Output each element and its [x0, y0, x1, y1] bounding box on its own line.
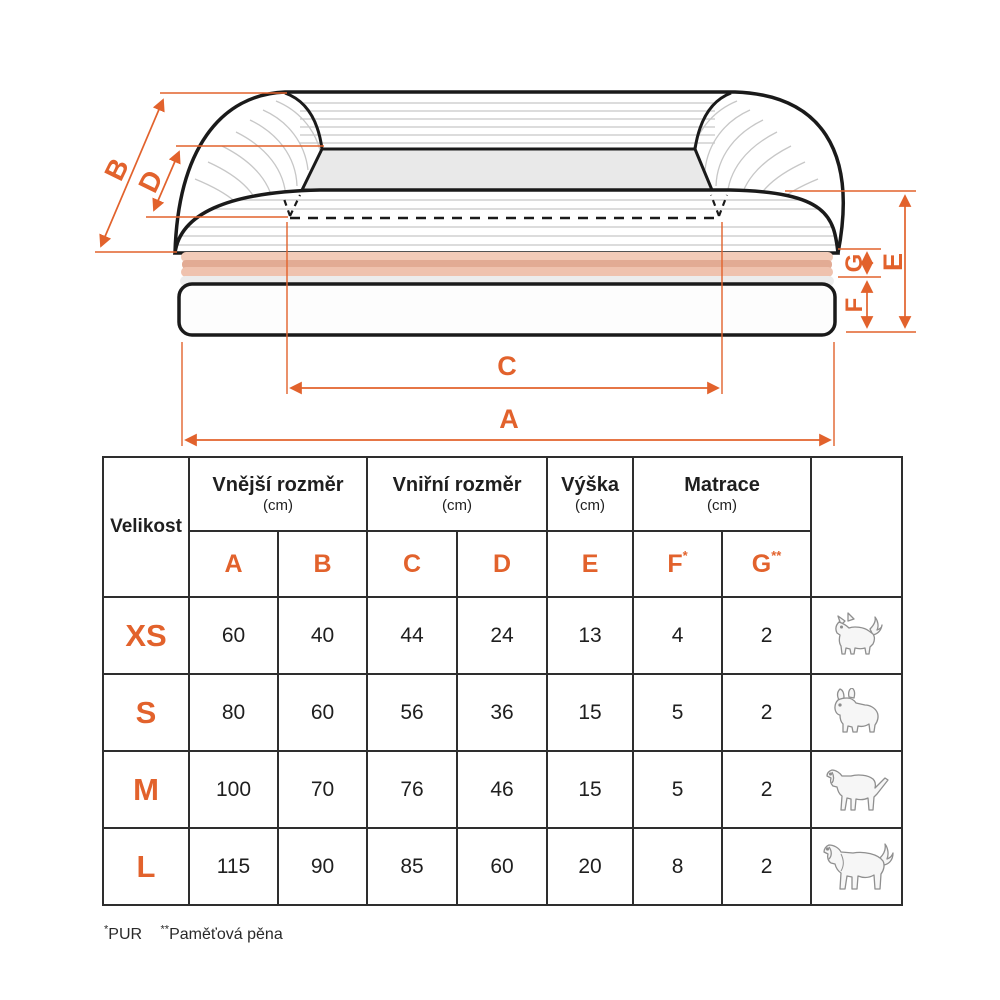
- letter-a: [189, 531, 278, 597]
- size-table: [102, 456, 903, 906]
- size-label-s: S: [103, 674, 189, 751]
- front-bolster: [175, 190, 838, 253]
- cell-s-c: 56: [367, 674, 457, 751]
- cell-s-e: 15: [547, 674, 633, 751]
- letter-b-text: B: [313, 549, 332, 578]
- cell-m-c: 76: [367, 751, 457, 828]
- header-mattress: [633, 457, 811, 531]
- cell-l-d: 60: [457, 828, 547, 905]
- dim-label-a: A: [499, 404, 519, 434]
- cell-m-d: 46: [457, 751, 547, 828]
- footnote-memory-foam: [161, 926, 283, 943]
- cell-l-f: 8: [633, 828, 722, 905]
- letter-d-text: D: [492, 549, 512, 578]
- letter-e: [547, 531, 633, 597]
- header-inner-label: Vniřní rozměr: [392, 474, 522, 496]
- cell-xs-a: 60: [189, 597, 278, 674]
- dog-icon-french-bulldog: [811, 674, 902, 751]
- cell-xs-f: 4: [633, 597, 722, 674]
- cell-xs-d: 24: [457, 597, 547, 674]
- dog-bed-illustration: [0, 0, 1000, 455]
- dim-label-c: C: [497, 351, 517, 381]
- footnote-memory-foam-asterisks: **: [160, 924, 170, 936]
- header-height-label: Výška: [561, 474, 619, 496]
- letter-f-text: F: [667, 549, 683, 578]
- letter-f-sup: *: [682, 548, 688, 564]
- cell-s-a: 80: [189, 674, 278, 751]
- letter-d: [457, 531, 547, 597]
- dim-label-g: G: [841, 253, 868, 273]
- letter-a-text: A: [224, 549, 243, 578]
- size-label-m: M: [103, 751, 189, 828]
- letter-b: [278, 531, 367, 597]
- cell-xs-b: 40: [278, 597, 367, 674]
- letter-g-sup: **: [771, 548, 782, 564]
- dog-icon-golden-retriever: [811, 828, 902, 905]
- dog-icon-pointer: [811, 751, 902, 828]
- dim-label-e: E: [878, 252, 908, 272]
- letter-e-text: E: [581, 549, 599, 578]
- cell-l-b: 90: [278, 828, 367, 905]
- cell-l-e: 20: [547, 828, 633, 905]
- cell-xs-g: 2: [722, 597, 811, 674]
- letter-f: [633, 531, 722, 597]
- dog-icon-yorkshire-terrier: [811, 597, 902, 674]
- letter-c-text: C: [402, 549, 422, 578]
- bed-inner-floor: [302, 149, 712, 190]
- letter-g-text: G: [751, 549, 772, 578]
- header-outer-dimension: [189, 457, 367, 531]
- cell-m-b: 70: [278, 751, 367, 828]
- dim-label-f: F: [841, 297, 868, 313]
- dim-label-d: D: [132, 165, 170, 198]
- size-label-l: L: [103, 828, 189, 905]
- cell-m-a: 100: [189, 751, 278, 828]
- bed-dimension-diagram: [0, 0, 1000, 455]
- header-outer-label: Vnější rozměr: [212, 474, 344, 496]
- header-height: [547, 457, 633, 531]
- letter-c: [367, 531, 457, 597]
- size-label-xs: XS: [103, 597, 189, 674]
- cell-m-g: 2: [722, 751, 811, 828]
- cell-s-b: 60: [278, 674, 367, 751]
- cell-m-e: 15: [547, 751, 633, 828]
- table-row-m: [103, 751, 902, 828]
- cell-s-d: 36: [457, 674, 547, 751]
- cell-m-f: 5: [633, 751, 722, 828]
- cell-l-c: 85: [367, 828, 457, 905]
- header-height-unit: (cm): [575, 497, 606, 514]
- dim-label-b: B: [98, 153, 136, 186]
- footnote-pur-asterisk: *: [104, 924, 109, 936]
- cell-s-g: 2: [722, 674, 811, 751]
- footnote-pur: [104, 926, 142, 943]
- footnote-pur-label: PUR: [108, 926, 143, 944]
- header-inner-unit: (cm): [442, 497, 473, 514]
- cell-l-g: 2: [722, 828, 811, 905]
- mattress-layers: [180, 252, 834, 286]
- header-mattress-unit: (cm): [707, 497, 738, 514]
- cell-l-a: 115: [189, 828, 278, 905]
- footnote-memory-foam-label: Paměťová pěna: [169, 926, 283, 944]
- cell-s-f: 5: [633, 674, 722, 751]
- table-row-l: [103, 828, 902, 905]
- header-dog-column: [811, 457, 902, 597]
- header-mattress-label: Matrace: [684, 474, 760, 496]
- footnote: [104, 924, 283, 944]
- cell-xs-e: 13: [547, 597, 633, 674]
- header-velikost: Velikost: [103, 457, 189, 597]
- letter-g: [722, 531, 811, 597]
- header-inner-dimension: [367, 457, 547, 531]
- table-row-xs: [103, 597, 902, 674]
- header-outer-unit: (cm): [263, 497, 293, 514]
- table-row-s: [103, 674, 902, 751]
- bed-base: [179, 284, 835, 335]
- cell-xs-c: 44: [367, 597, 457, 674]
